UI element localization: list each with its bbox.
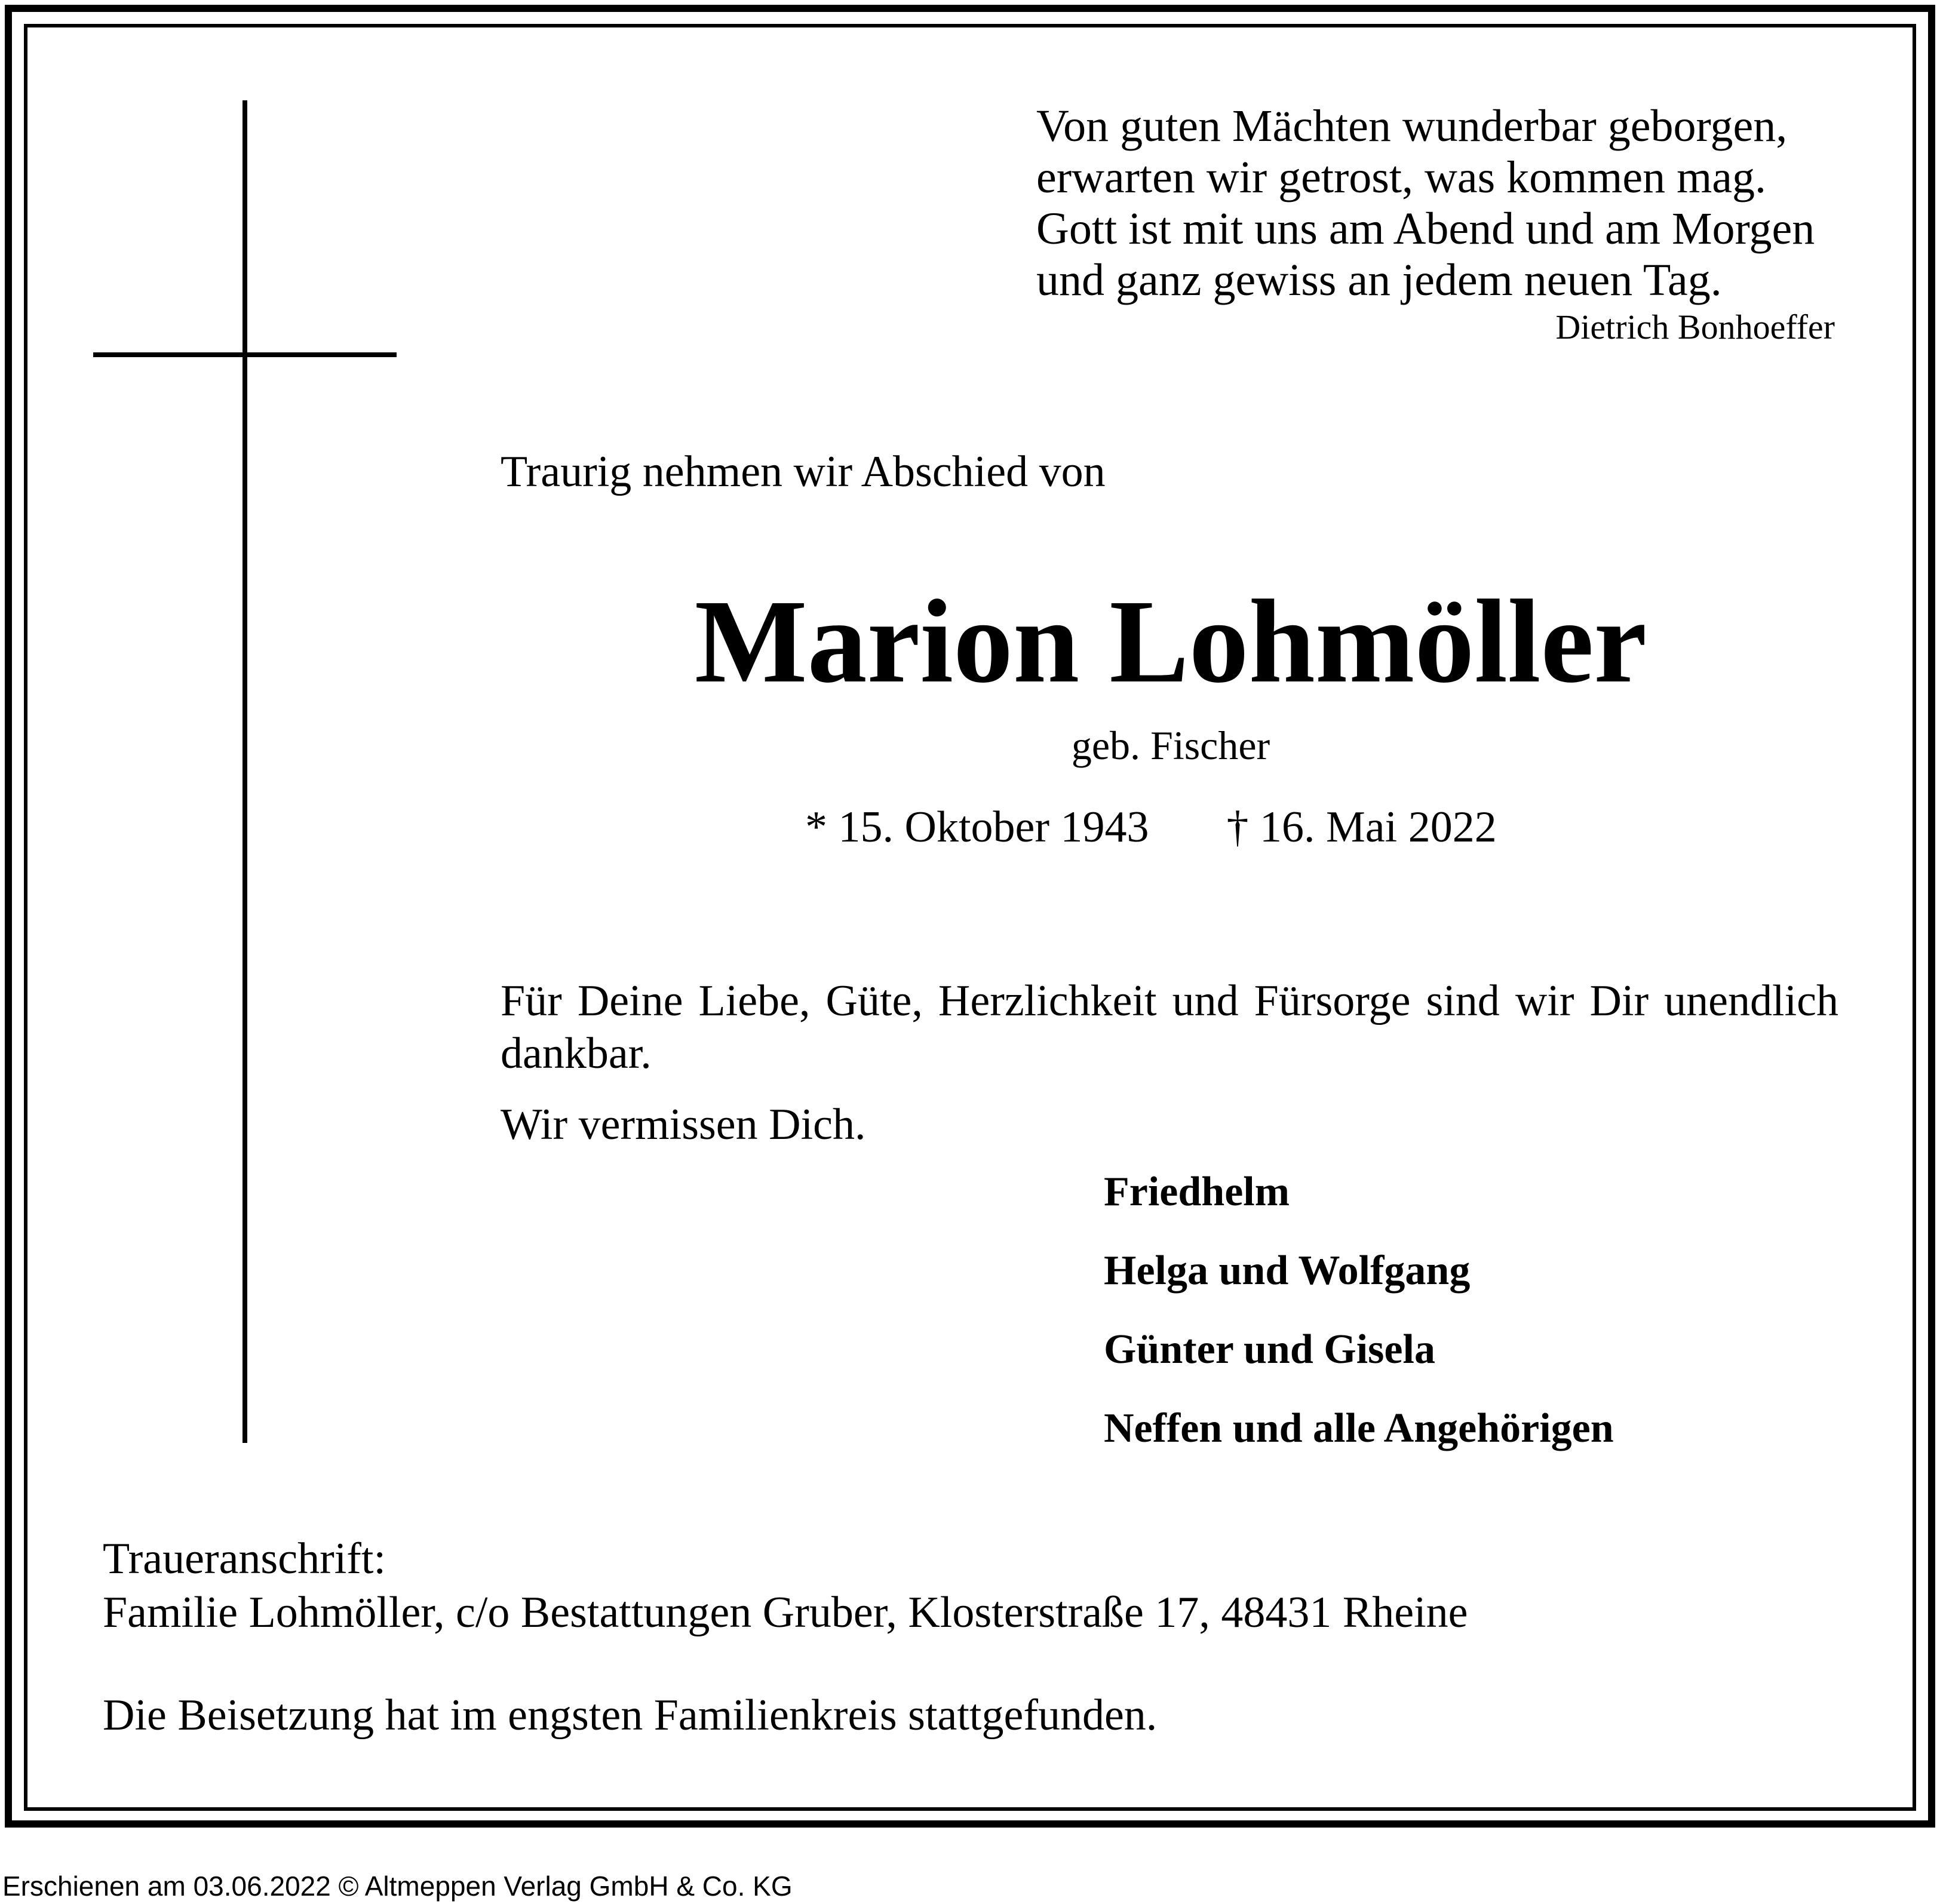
miss-text: Wir vermissen Dich. xyxy=(501,1100,866,1149)
birth-date: * 15. Oktober 1943 xyxy=(805,803,1149,852)
burial-note: Die Beisetzung hat im engsten Familienkreis stattgefunden. xyxy=(103,1691,1158,1740)
mourners-list xyxy=(1104,1166,1614,1481)
mourner-entry: Günter und Gisela xyxy=(1104,1326,1435,1372)
address-text: Familie Lohmöller, c/o Bestattungen Gruber, Klosterstraße 17, 48431 Rheine xyxy=(103,1588,1468,1637)
cross-vertical-bar xyxy=(242,100,247,1443)
publication-footer: Erschienen am 03.06.2022 © Altmeppen Verlag GmbH & Co. KG xyxy=(2,1871,793,1902)
maiden-name: geb. Fischer xyxy=(1071,723,1270,768)
poem-author: Dietrich Bonhoeffer xyxy=(1555,308,1835,346)
poem-line: Von guten Mächten wunderbar geborgen, xyxy=(1036,101,1788,151)
mourner-entry: Friedhelm xyxy=(1104,1169,1290,1215)
intro-text: Traurig nehmen wir Abschied von xyxy=(501,447,1106,496)
bonhoeffer-poem xyxy=(1036,100,1815,306)
death-date: † 16. Mai 2022 xyxy=(1226,803,1497,852)
deceased-name: Marion Lohmöller xyxy=(694,576,1647,708)
poem-line: und ganz gewiss an jedem neuen Tag. xyxy=(1036,255,1722,305)
life-dates xyxy=(805,800,1497,854)
mourner-entry: Helga und Wolfgang xyxy=(1104,1248,1471,1294)
cross-horizontal-bar xyxy=(93,352,397,357)
address-label: Traueranschrift: xyxy=(103,1534,386,1583)
poem-line: Gott ist mit uns am Abend und am Morgen xyxy=(1036,204,1815,254)
mourner-entry: Neffen und alle Angehörigen xyxy=(1104,1405,1614,1451)
thanks-text: Für Deine Liebe, Güte, Herzlichkeit und Fürsorge sind wir Dir unendlich dankbar. xyxy=(501,976,1838,1078)
poem-line: erwarten wir getrost, was kommen mag. xyxy=(1036,152,1766,202)
